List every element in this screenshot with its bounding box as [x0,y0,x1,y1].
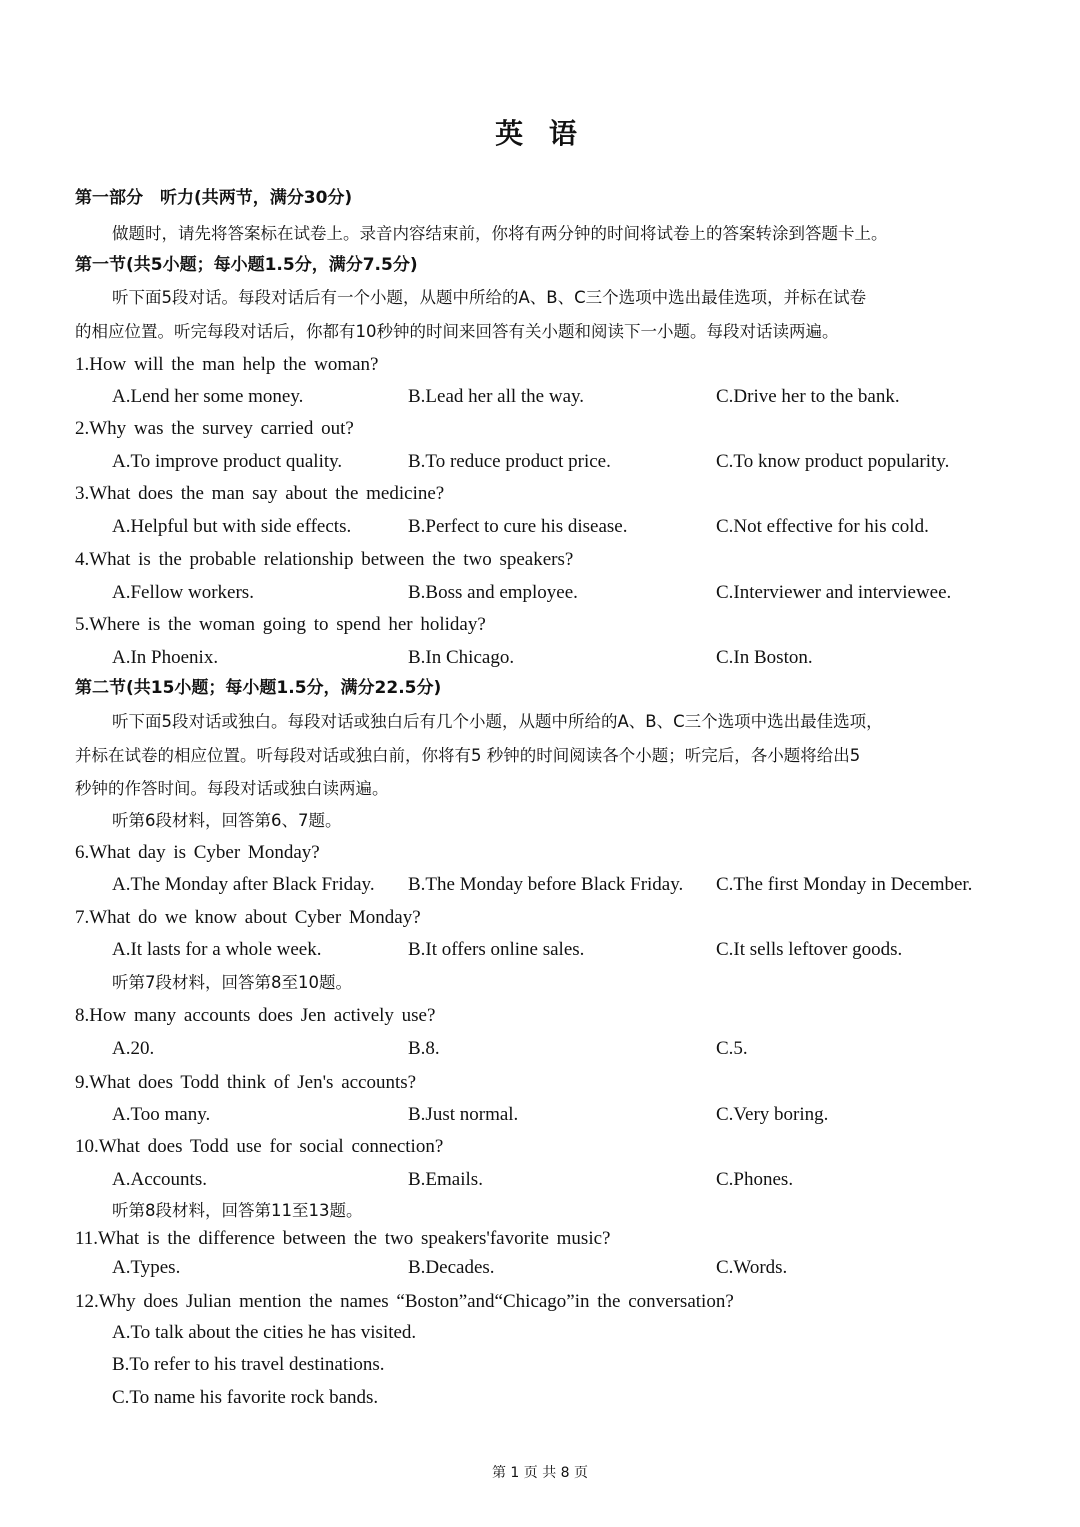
material-7-label: 听第7段材料，回答第8至10题。 [112,973,352,992]
section2-instruction-line3: 秒钟的作答时间。每段对话或独白读两遍。 [75,779,389,798]
question-stem: 3.What does the man say about the medicine? [75,483,445,504]
option-a: A.To improve product quality. [112,451,343,472]
option-b: B.In Chicago. [408,647,515,668]
option-a: A.Lend her some money. [112,386,304,407]
question-stem: 5.Where is the woman going to spend her holiday? [75,614,486,635]
question-stem: 4.What is the probable relationship between the two speakers? [75,549,574,570]
part1-instruction: 做题时，请先将答案标在试卷上。录音内容结束前，你将有两分钟的时间将试卷上的答案转涂到答题卡上。 [112,224,888,243]
section1-instruction-line1: 听下面5段对话。每段对话后有一个小题，从题中所给的A、B、C三个选项中选出最佳选项，并标在试卷 [112,288,867,307]
question-stem: 8.How many accounts does Jen actively use? [75,1005,436,1026]
question-stem: 1.How will the man help the woman? [75,354,379,375]
section2-instruction-line2: 并标在试卷的相应位置。听每段对话或独白前，你将有5 秒钟的时间阅读各个小题；听完后，各小题将给出5 [75,746,861,765]
question-stem: 9.What does Todd think of Jen's accounts? [75,1072,417,1093]
page-title: 英 语 [495,117,585,150]
option-c: C.In Boston. [716,647,813,668]
page-footer: 第 1 页 共 8 页 [491,1465,589,1481]
option-b: B.8. [408,1038,440,1059]
question-stem: 11.What is the difference between the two speakers'favorite music? [75,1228,611,1249]
option-b: B.Boss and employee. [408,582,578,603]
option-a: A.20. [112,1038,155,1059]
question-stem: 2.Why was the survey carried out? [75,418,354,439]
option-c: C.Interviewer and interviewee. [716,582,952,603]
option-c: C.To know product popularity. [716,451,950,472]
question-stem: 10.What does Todd use for social connection? [75,1136,444,1157]
option-b: B.To reduce product price. [408,451,611,472]
option-a: A.Accounts. [112,1169,207,1190]
option-c: C.Words. [716,1257,788,1278]
question-stem: 6.What day is Cyber Monday? [75,842,320,863]
option-b: B.Emails. [408,1169,483,1190]
part1-heading: 第一部分 听力(共两节，满分30分) [75,188,353,208]
option-c: C.Not effective for his cold. [716,516,929,537]
option-b: B.Lead her all the way. [408,386,585,407]
section2-instruction-line1: 听下面5段对话或独白。每段对话或独白后有几个小题，从题中所给的A、B、C三个选项中选出最佳选项， [112,712,883,731]
option-a: A.To talk about the cities he has visited. [112,1322,417,1343]
question-stem: 7.What do we know about Cyber Monday? [75,907,421,928]
option-a: A.Fellow workers. [112,582,254,603]
section2-heading: 第二节(共15小题；每小题1.5分，满分22.5分) [75,678,442,698]
section1-heading: 第一节(共5小题；每小题1.5分，满分7.5分) [75,255,418,275]
option-a: A.The Monday after Black Friday. [112,874,375,895]
option-c: C.Drive her to the bank. [716,386,900,407]
material-6-label: 听第6段材料，回答第6、7题。 [112,811,342,830]
option-b: B.It offers online sales. [408,939,585,960]
material-8-label: 听第8段材料，回答第11至13题。 [112,1201,363,1220]
section1-instruction-line2: 的相应位置。听完每段对话后，你都有10秒钟的时间来回答有关小题和阅读下一小题。每段对话读两遍。 [75,322,839,341]
option-c: C.The first Monday in December. [716,874,973,895]
option-a: A.In Phoenix. [112,647,219,668]
option-a: A.It lasts for a whole week. [112,939,322,960]
option-c: C.5. [716,1038,748,1059]
option-b: B.Decades. [408,1257,495,1278]
option-a: A.Types. [112,1257,181,1278]
option-b: B.Perfect to cure his disease. [408,516,628,537]
option-c: C.To name his favorite rock bands. [112,1387,379,1408]
option-c: C.It sells leftover goods. [716,939,903,960]
option-c: C.Very boring. [716,1104,829,1125]
option-b: B.The Monday before Black Friday. [408,874,684,895]
option-a: A.Helpful but with side effects. [112,516,352,537]
option-a: A.Too many. [112,1104,211,1125]
option-b: B.Just normal. [408,1104,519,1125]
option-c: C.Phones. [716,1169,794,1190]
question-stem: 12.Why does Julian mention the names “Boston”and“Chicago”in the conversation? [75,1291,734,1312]
option-b: B.To refer to his travel destinations. [112,1354,385,1375]
